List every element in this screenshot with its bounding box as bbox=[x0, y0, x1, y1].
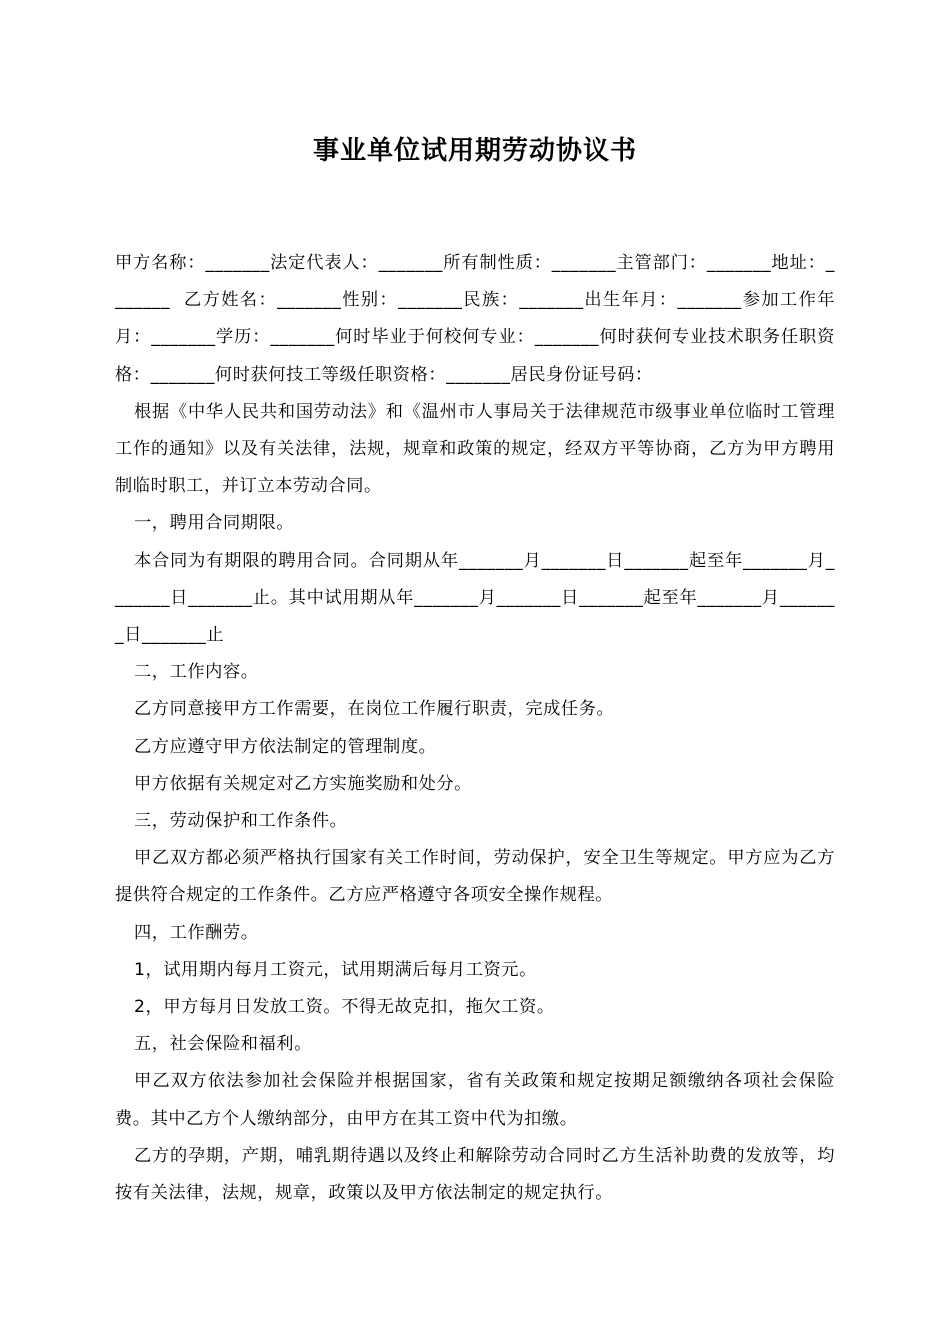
section-2-heading: 二，工作内容。 bbox=[134, 662, 259, 683]
section-4-heading: 四，工作酬劳。 bbox=[134, 922, 259, 943]
salary-item-2: 2，甲方每月日发放工资。不得无故克扣，拖欠工资。 bbox=[134, 997, 555, 1018]
section-1-heading: 一，聘用合同期限。 bbox=[134, 513, 295, 534]
work-content-paragraph-1: 乙方同意接甲方工作需要，在岗位工作履行职责，完成任务。 bbox=[134, 699, 615, 720]
welfare-paragraph: 乙方的孕期，产期，哺乳期待遇以及终止和解除劳动合同时乙方生活补助费的发放等，均按有关法律，法规，规章，政策以及甲方依法制定的规定执行。 bbox=[115, 1145, 835, 1204]
document-title: 事业单位试用期劳动协议书 bbox=[312, 136, 637, 166]
work-content-paragraph-3: 甲方依据有关规定对乙方实施奖励和处分。 bbox=[134, 773, 472, 794]
work-content-paragraph-2: 乙方应遵守甲方依法制定的管理制度。 bbox=[134, 736, 437, 757]
document-body bbox=[115, 245, 835, 1212]
salary-item-1: 1，试用期内每月工资元，试用期满后每月工资元。 bbox=[134, 959, 537, 980]
party-info-paragraph: 甲方名称：_______法定代表人：_______所有制性质：_______主管部门：_______地址：_______ 乙方姓名：_______性别：_______民族：_______出生年月：_______参加工作年月：_______学历：_______何时毕业于何校何专业：_______何时获何专业技术职务任职资格：_______何时获何技工等级任职资格：_______居民身份证号码： bbox=[115, 253, 835, 385]
section-3-heading: 三，劳动保护和工作条件。 bbox=[134, 811, 348, 832]
section-5-heading: 五，社会保险和福利。 bbox=[134, 1034, 312, 1055]
labor-protection-paragraph: 甲乙双方都必须严格执行国家有关工作时间，劳动保护，安全卫生等规定。甲方应为乙方提供符合规定的工作条件。乙方应严格遵守各项安全操作规程。 bbox=[115, 848, 835, 906]
contract-term-paragraph: 本合同为有期限的聘用合同。合同期从年_______月_______日_______起至年_______月_______日_______止。其中试用期从年_______月_______日_______起至年_______月_______日_______止 bbox=[115, 550, 835, 646]
legal-basis-paragraph: 根据《中华人民共和国劳动法》和《温州市人事局关于法律规范市级事业单位临时工管理工作的通知》以及有关法律，法规，规章和政策的规定，经双方平等协商，乙方为甲方聘用制临时职工，并订立本劳动合同。 bbox=[115, 401, 835, 497]
social-insurance-paragraph: 甲乙双方依法参加社会保险并根据国家，省有关政策和规定按期足额缴纳各项社会保险费。其中乙方个人缴纳部分，由甲方在其工资中代为扣缴。 bbox=[115, 1071, 835, 1129]
